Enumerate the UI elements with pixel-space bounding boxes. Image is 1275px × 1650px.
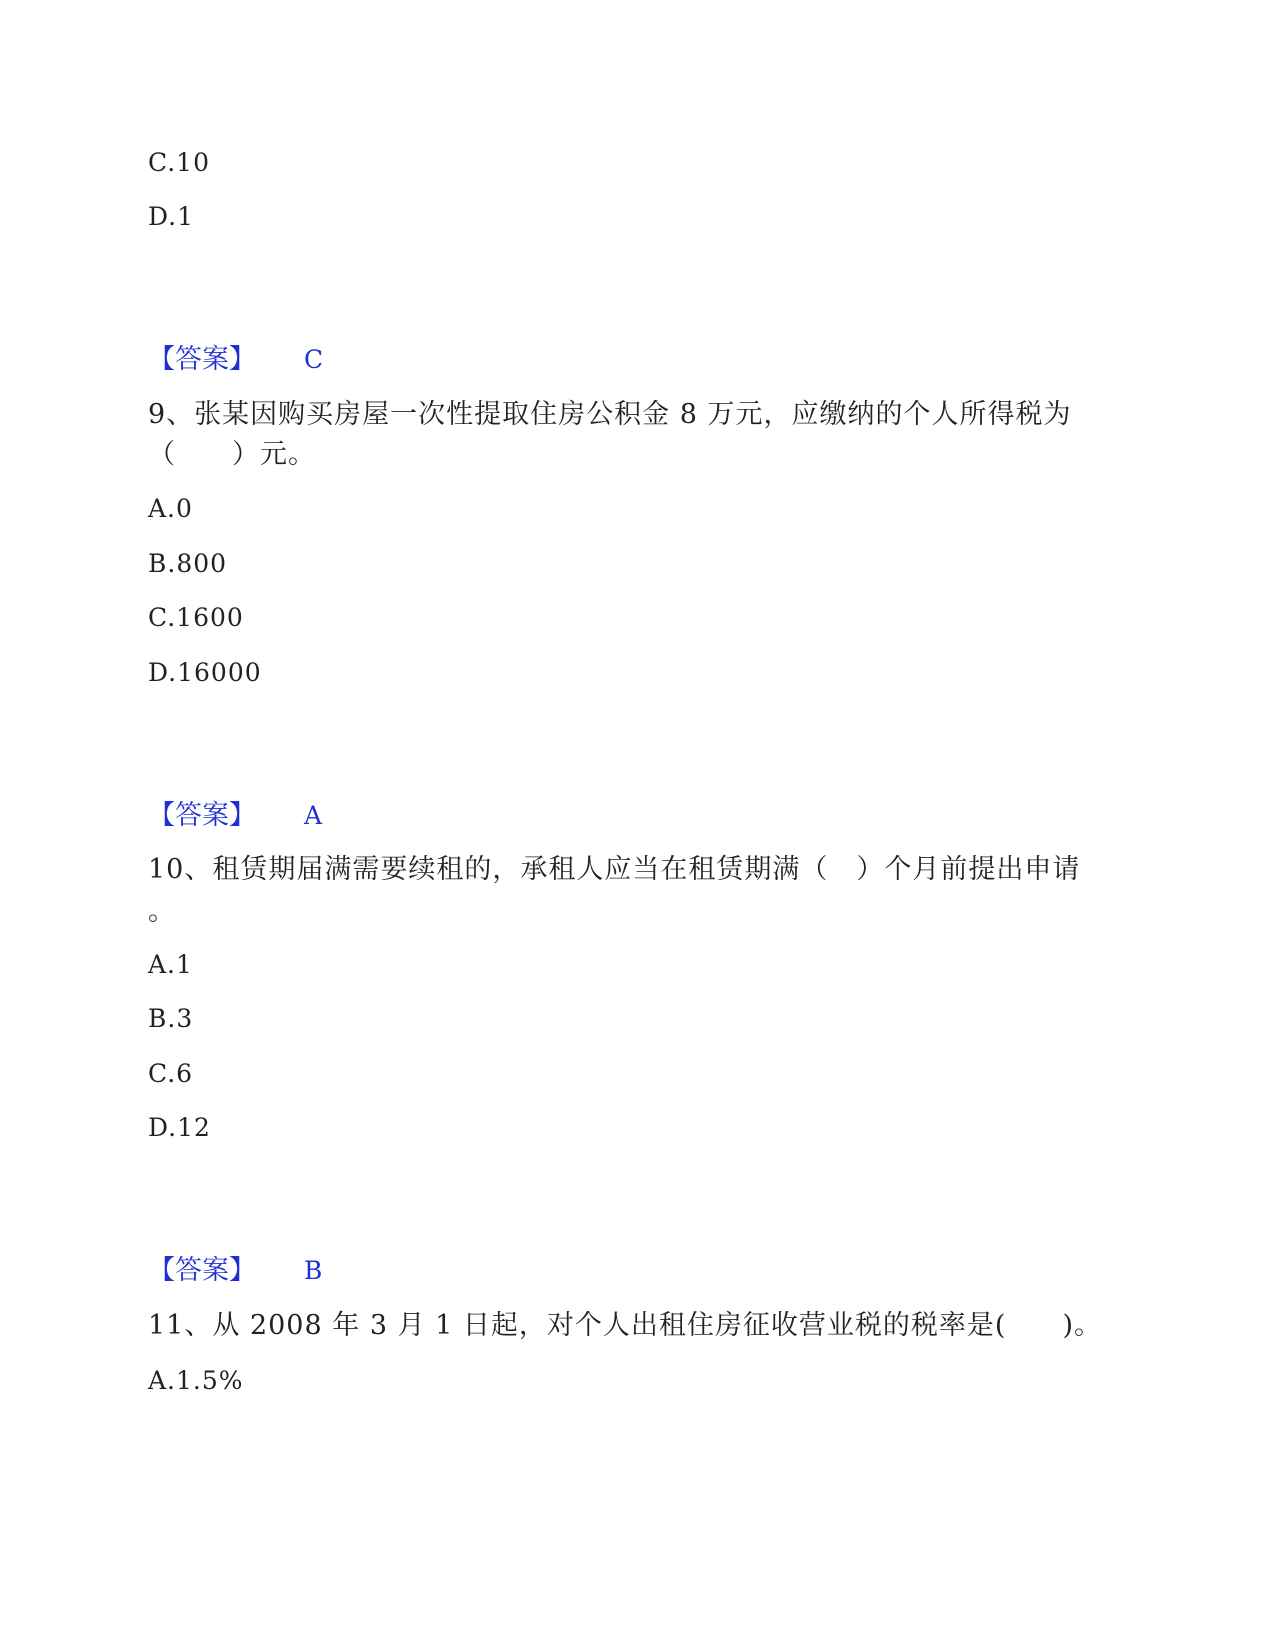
q9-question-line1: 9、张某因购买房屋一次性提取住房公积金 8 万元，应缴纳的个人所得税为 bbox=[148, 399, 1072, 430]
q8-option-d: D.1 bbox=[148, 202, 195, 231]
q10-question-line1: 10、租赁期届满需要续租的，承租人应当在租赁期满（ ）个月前提出申请 bbox=[148, 854, 1081, 885]
q9-option-b: B.800 bbox=[148, 549, 228, 578]
answer-label: 【答案】 bbox=[148, 344, 256, 375]
q9-option-a: A.0 bbox=[148, 494, 193, 523]
q9-answer bbox=[148, 801, 322, 831]
q11-question-line1: 11、从 2008 年 3 月 1 日起，对个人出租住房征收营业税的税率是( )。 bbox=[148, 1310, 1102, 1341]
q10-option-d: D.12 bbox=[148, 1113, 211, 1142]
answer-label: 【答案】 bbox=[148, 800, 256, 831]
q10-option-b: B.3 bbox=[148, 1004, 194, 1033]
answer-value: A bbox=[304, 801, 323, 830]
q10-option-a: A.1 bbox=[148, 950, 193, 979]
answer-value: B bbox=[304, 1256, 323, 1285]
answer-value: C bbox=[304, 345, 324, 374]
q10-option-c: C.6 bbox=[148, 1059, 194, 1088]
q9-question-line2: （ ）元。 bbox=[148, 439, 316, 470]
q9-option-c: C.1600 bbox=[148, 603, 244, 632]
q9-option-d: D.16000 bbox=[148, 658, 262, 687]
answer-label: 【答案】 bbox=[148, 1255, 256, 1286]
q8-option-c: C.10 bbox=[148, 148, 210, 177]
q11-option-a: A.1.5% bbox=[148, 1366, 244, 1395]
q10-answer bbox=[148, 1256, 322, 1286]
q8-answer bbox=[148, 345, 323, 375]
q10-question-line2: 。 bbox=[148, 896, 176, 927]
